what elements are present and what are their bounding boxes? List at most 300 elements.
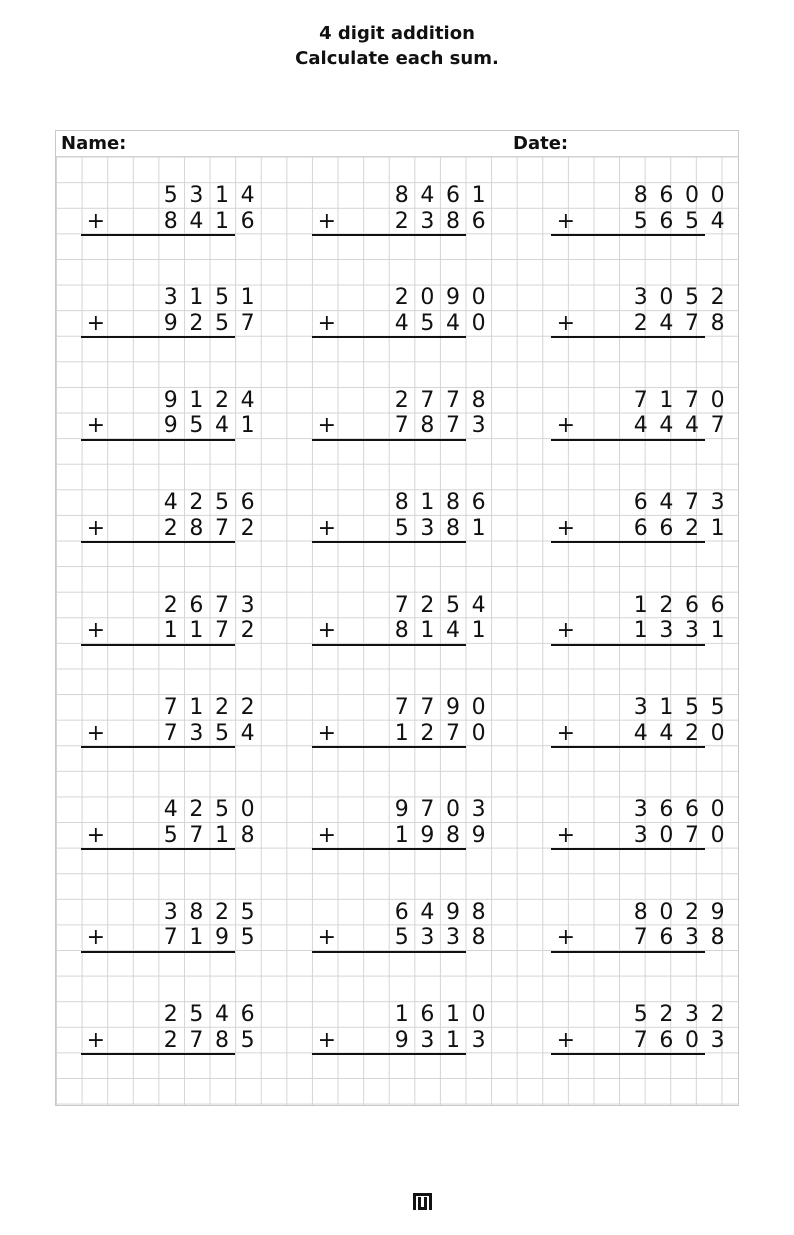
plus-sign: + — [86, 1027, 106, 1053]
digit: 5 — [163, 822, 178, 848]
digit: 0 — [684, 1027, 699, 1053]
sum-rule-line — [312, 336, 466, 338]
digit: 2 — [710, 1002, 725, 1028]
addend-bottom — [81, 413, 255, 439]
addend-top — [551, 592, 725, 619]
digit: 4 — [189, 208, 204, 234]
digit: 1 — [633, 618, 648, 644]
plus-sign: + — [86, 208, 106, 234]
digit: 0 — [659, 899, 674, 925]
addition-problem — [312, 183, 486, 243]
addition-problem — [81, 899, 255, 960]
digit: 3 — [471, 413, 486, 439]
addend-bottom — [312, 310, 486, 337]
sum-rule-line — [551, 234, 705, 236]
addition-problem — [551, 592, 725, 653]
sum-rule-line — [81, 746, 235, 748]
addition-problem — [312, 285, 486, 345]
digit: 1 — [633, 592, 648, 618]
digit: 6 — [394, 899, 409, 925]
digit: 8 — [189, 515, 204, 541]
digit: 3 — [189, 720, 204, 746]
plus-sign: + — [556, 720, 576, 746]
digit: 7 — [163, 925, 178, 951]
digit: 4 — [163, 490, 178, 516]
digit: 4 — [240, 720, 255, 746]
digit: 1 — [420, 490, 435, 516]
digit: 4 — [659, 310, 674, 336]
digit: 7 — [163, 720, 178, 746]
addend-bottom — [81, 1027, 255, 1054]
digit: 1 — [471, 618, 486, 644]
addend-top — [312, 183, 486, 209]
digit: 2 — [163, 515, 178, 541]
digit: 0 — [471, 285, 486, 311]
digit: 9 — [394, 797, 409, 823]
addition-problem — [312, 899, 486, 960]
addition-problem — [312, 1002, 486, 1062]
digit: 3 — [420, 515, 435, 541]
digit: 3 — [163, 899, 178, 925]
plus-sign: + — [556, 413, 576, 439]
digit: 7 — [684, 490, 699, 516]
digit: 7 — [445, 387, 460, 413]
addend-top — [312, 797, 486, 823]
digit: 4 — [394, 310, 409, 336]
digit: 5 — [394, 925, 409, 951]
digit: 2 — [394, 387, 409, 413]
digit: 3 — [710, 490, 725, 516]
digit: 3 — [445, 925, 460, 951]
addition-problem — [551, 490, 725, 550]
digit: 7 — [189, 822, 204, 848]
digit: 7 — [420, 695, 435, 720]
sum-rule-line — [551, 541, 705, 543]
sum-rule-line — [551, 951, 705, 953]
addend-top — [312, 592, 486, 619]
addend-top — [312, 490, 486, 516]
digit: 8 — [445, 490, 460, 516]
digit: 4 — [684, 413, 699, 439]
digit: 0 — [710, 387, 725, 413]
digit: 7 — [420, 797, 435, 823]
digit: 4 — [240, 183, 255, 208]
digit: 7 — [445, 413, 460, 439]
addition-problem — [312, 490, 486, 550]
digit: 8 — [394, 490, 409, 516]
digit: 1 — [710, 618, 725, 644]
plus-sign: + — [86, 822, 106, 848]
date-label: Date: — [513, 133, 569, 154]
digit: 0 — [710, 822, 725, 848]
addend-top — [81, 387, 255, 414]
digit: 3 — [633, 695, 648, 720]
digit: 1 — [394, 822, 409, 848]
addition-problem — [551, 387, 725, 448]
worksheet-grid — [55, 130, 739, 1106]
digit: 0 — [445, 797, 460, 823]
sum-rule-line — [551, 1053, 705, 1055]
digit: 6 — [445, 183, 460, 208]
addend-top — [312, 387, 486, 414]
addend-bottom — [81, 925, 255, 951]
digit: 2 — [420, 592, 435, 618]
addend-bottom — [312, 413, 486, 439]
addend-bottom — [551, 822, 725, 849]
digit: 1 — [445, 1027, 460, 1053]
sum-rule-line — [312, 746, 466, 748]
digit: 9 — [710, 899, 725, 925]
addition-problem — [312, 387, 486, 448]
digit: 5 — [189, 413, 204, 439]
digit: 5 — [710, 695, 725, 720]
addition-problem — [81, 797, 255, 857]
digit: 3 — [420, 208, 435, 234]
digit: 6 — [659, 1027, 674, 1053]
plus-sign: + — [86, 925, 106, 951]
digit: 0 — [471, 310, 486, 336]
digit: 9 — [163, 387, 178, 413]
digit: 4 — [659, 413, 674, 439]
digit: 2 — [394, 208, 409, 234]
addend-bottom — [81, 208, 255, 235]
digit: 4 — [471, 592, 486, 618]
digit: 8 — [445, 208, 460, 234]
digit: 6 — [659, 183, 674, 208]
plus-sign: + — [317, 618, 337, 644]
digit: 6 — [684, 592, 699, 618]
digit: 8 — [394, 618, 409, 644]
digit: 8 — [420, 413, 435, 439]
digit: 1 — [240, 413, 255, 439]
digit: 1 — [445, 1002, 460, 1028]
addition-problem — [81, 285, 255, 345]
sum-rule-line — [81, 951, 235, 953]
addend-top — [312, 1002, 486, 1028]
digit: 7 — [633, 1027, 648, 1053]
digit: 7 — [420, 387, 435, 413]
plus-sign: + — [317, 310, 337, 336]
addend-top — [551, 1002, 725, 1028]
digit: 8 — [471, 925, 486, 951]
addition-problem — [312, 797, 486, 857]
addition-problem — [312, 592, 486, 653]
digit: 6 — [710, 592, 725, 618]
digit: 5 — [240, 1027, 255, 1053]
digit: 7 — [684, 822, 699, 848]
addend-bottom — [81, 822, 255, 849]
digit: 2 — [214, 695, 229, 720]
plus-sign: + — [317, 822, 337, 848]
addend-top — [551, 285, 725, 311]
digit: 8 — [394, 183, 409, 208]
digit: 3 — [240, 592, 255, 618]
addend-bottom — [551, 413, 725, 439]
addition-problem — [81, 1002, 255, 1062]
digit: 0 — [710, 183, 725, 208]
sum-rule-line — [81, 848, 235, 850]
digit: 9 — [163, 413, 178, 439]
addition-problem — [81, 592, 255, 653]
digit: 0 — [659, 822, 674, 848]
digit: 1 — [394, 1002, 409, 1028]
digit: 4 — [214, 413, 229, 439]
digit: 5 — [633, 1002, 648, 1028]
sum-rule-line — [312, 234, 466, 236]
addend-top — [551, 695, 725, 721]
digit: 8 — [710, 925, 725, 951]
sum-rule-line — [81, 1053, 235, 1055]
sum-rule-line — [551, 439, 705, 441]
digit: 9 — [445, 899, 460, 925]
digit: 1 — [659, 695, 674, 720]
digit: 3 — [163, 285, 178, 311]
addend-bottom — [551, 515, 725, 542]
digit: 8 — [189, 899, 204, 925]
addend-bottom — [312, 618, 486, 644]
digit: 0 — [471, 720, 486, 746]
digit: 1 — [189, 695, 204, 720]
digit: 2 — [659, 592, 674, 618]
digit: 5 — [214, 720, 229, 746]
digit: 2 — [163, 592, 178, 618]
digit: 2 — [659, 1002, 674, 1028]
digit: 7 — [394, 695, 409, 720]
digit: 1 — [710, 515, 725, 541]
digit: 1 — [214, 822, 229, 848]
digit: 9 — [445, 695, 460, 720]
digit: 0 — [240, 797, 255, 823]
digit: 6 — [240, 490, 255, 516]
sum-rule-line — [312, 644, 466, 646]
addend-top — [551, 387, 725, 414]
digit: 2 — [189, 797, 204, 823]
digit: 0 — [420, 285, 435, 311]
digit: 1 — [189, 387, 204, 413]
addend-bottom — [551, 208, 725, 235]
digit: 1 — [189, 925, 204, 951]
addend-bottom — [81, 720, 255, 747]
sum-rule-line — [312, 1053, 466, 1055]
digit: 3 — [684, 1002, 699, 1028]
addend-top — [81, 490, 255, 516]
worksheet-title: 4 digit addition — [319, 23, 475, 44]
digit: 4 — [214, 1002, 229, 1028]
digit: 6 — [659, 797, 674, 823]
plus-sign: + — [86, 310, 106, 336]
digit: 7 — [684, 387, 699, 413]
digit: 2 — [163, 1002, 178, 1028]
digit: 8 — [471, 387, 486, 413]
addend-top — [81, 183, 255, 209]
digit: 7 — [214, 515, 229, 541]
sum-rule-line — [81, 234, 235, 236]
digit: 5 — [214, 310, 229, 336]
addend-top — [81, 592, 255, 619]
digit: 7 — [394, 592, 409, 618]
digit: 1 — [471, 183, 486, 208]
plus-sign: + — [556, 822, 576, 848]
digit: 4 — [163, 797, 178, 823]
digit: 7 — [394, 413, 409, 439]
digit: 5 — [163, 183, 178, 208]
digit: 1 — [214, 208, 229, 234]
digit: 4 — [633, 413, 648, 439]
digit: 3 — [189, 183, 204, 208]
digit: 3 — [684, 618, 699, 644]
digit: 1 — [214, 183, 229, 208]
digit: 6 — [633, 490, 648, 516]
plus-sign: + — [86, 720, 106, 746]
digit: 3 — [471, 797, 486, 823]
addition-problem — [551, 183, 725, 243]
digit: 6 — [240, 208, 255, 234]
addend-top — [81, 1002, 255, 1028]
digit: 7 — [163, 695, 178, 720]
digit: 4 — [240, 387, 255, 413]
digit: 5 — [445, 592, 460, 618]
addition-problem — [81, 490, 255, 550]
addend-top — [312, 695, 486, 721]
digit: 2 — [240, 515, 255, 541]
addend-bottom — [312, 1027, 486, 1054]
digit: 9 — [214, 925, 229, 951]
digit: 6 — [659, 515, 674, 541]
digit: 2 — [684, 515, 699, 541]
plus-sign: + — [556, 310, 576, 336]
digit: 5 — [420, 310, 435, 336]
addend-top — [81, 797, 255, 823]
digit: 6 — [471, 208, 486, 234]
digit: 5 — [633, 208, 648, 234]
digit: 3 — [659, 618, 674, 644]
plus-sign: + — [556, 208, 576, 234]
digit: 4 — [420, 899, 435, 925]
digit: 5 — [214, 797, 229, 823]
plus-sign: + — [556, 925, 576, 951]
digit: 9 — [420, 822, 435, 848]
digit: 2 — [163, 1027, 178, 1053]
sum-rule-line — [81, 439, 235, 441]
addend-bottom — [551, 1027, 725, 1054]
digit: 1 — [240, 285, 255, 311]
plus-sign: + — [86, 618, 106, 644]
plus-sign: + — [317, 720, 337, 746]
digit: 4 — [633, 720, 648, 746]
addition-problem — [81, 387, 255, 448]
digit: 3 — [420, 925, 435, 951]
addition-problem — [551, 695, 725, 755]
digit: 7 — [214, 592, 229, 618]
digit: 0 — [684, 183, 699, 208]
digit: 0 — [471, 1002, 486, 1028]
digit: 5 — [214, 490, 229, 516]
digit: 6 — [659, 925, 674, 951]
addend-bottom — [81, 515, 255, 542]
digit: 8 — [471, 899, 486, 925]
digit: 5 — [684, 695, 699, 720]
digit: 0 — [710, 797, 725, 823]
addend-top — [551, 797, 725, 823]
digit: 5 — [684, 285, 699, 311]
digit: 2 — [684, 720, 699, 746]
digit: 2 — [240, 618, 255, 644]
digit: 2 — [214, 899, 229, 925]
addend-bottom — [312, 822, 486, 849]
digit: 2 — [684, 899, 699, 925]
digit: 2 — [633, 310, 648, 336]
plus-sign: + — [317, 515, 337, 541]
addend-top — [312, 899, 486, 926]
digit: 2 — [189, 490, 204, 516]
digit: 1 — [189, 618, 204, 644]
digit: 1 — [659, 387, 674, 413]
digit: 7 — [240, 310, 255, 336]
addend-bottom — [551, 618, 725, 644]
digit: 4 — [445, 618, 460, 644]
digit: 3 — [633, 285, 648, 311]
digit: 6 — [659, 208, 674, 234]
digit: 4 — [710, 208, 725, 234]
addend-bottom — [312, 208, 486, 235]
name-label: Name: — [61, 133, 127, 154]
sum-rule-line — [551, 848, 705, 850]
digit: 9 — [471, 822, 486, 848]
digit: 7 — [684, 310, 699, 336]
digit: 5 — [240, 925, 255, 951]
digit: 3 — [684, 925, 699, 951]
digit: 6 — [189, 592, 204, 618]
addition-problem — [551, 797, 725, 857]
addend-bottom — [551, 720, 725, 747]
digit: 0 — [471, 695, 486, 720]
plus-sign: + — [556, 618, 576, 644]
digit: 9 — [445, 285, 460, 311]
addend-bottom — [551, 310, 725, 337]
digit: 8 — [240, 822, 255, 848]
sum-rule-line — [312, 439, 466, 441]
addend-top — [81, 285, 255, 311]
digit: 8 — [710, 310, 725, 336]
digit: 6 — [240, 1002, 255, 1028]
digit: 3 — [471, 1027, 486, 1053]
addend-top — [312, 285, 486, 311]
digit: 6 — [420, 1002, 435, 1028]
brand-logo-icon — [413, 1193, 432, 1210]
sum-rule-line — [81, 336, 235, 338]
digit: 8 — [445, 822, 460, 848]
digit: 8 — [214, 1027, 229, 1053]
sum-rule-line — [551, 746, 705, 748]
digit: 7 — [189, 1027, 204, 1053]
digit: 4 — [659, 490, 674, 516]
plus-sign: + — [317, 925, 337, 951]
digit: 7 — [710, 413, 725, 439]
digit: 5 — [214, 285, 229, 311]
digit: 6 — [633, 515, 648, 541]
plus-sign: + — [86, 413, 106, 439]
digit: 2 — [214, 387, 229, 413]
digit: 8 — [445, 515, 460, 541]
addend-top — [551, 183, 725, 209]
addend-bottom — [551, 925, 725, 951]
digit: 4 — [445, 310, 460, 336]
plus-sign: + — [317, 208, 337, 234]
addition-problem — [81, 695, 255, 755]
addend-top — [81, 899, 255, 926]
digit: 9 — [163, 310, 178, 336]
digit: 6 — [684, 797, 699, 823]
